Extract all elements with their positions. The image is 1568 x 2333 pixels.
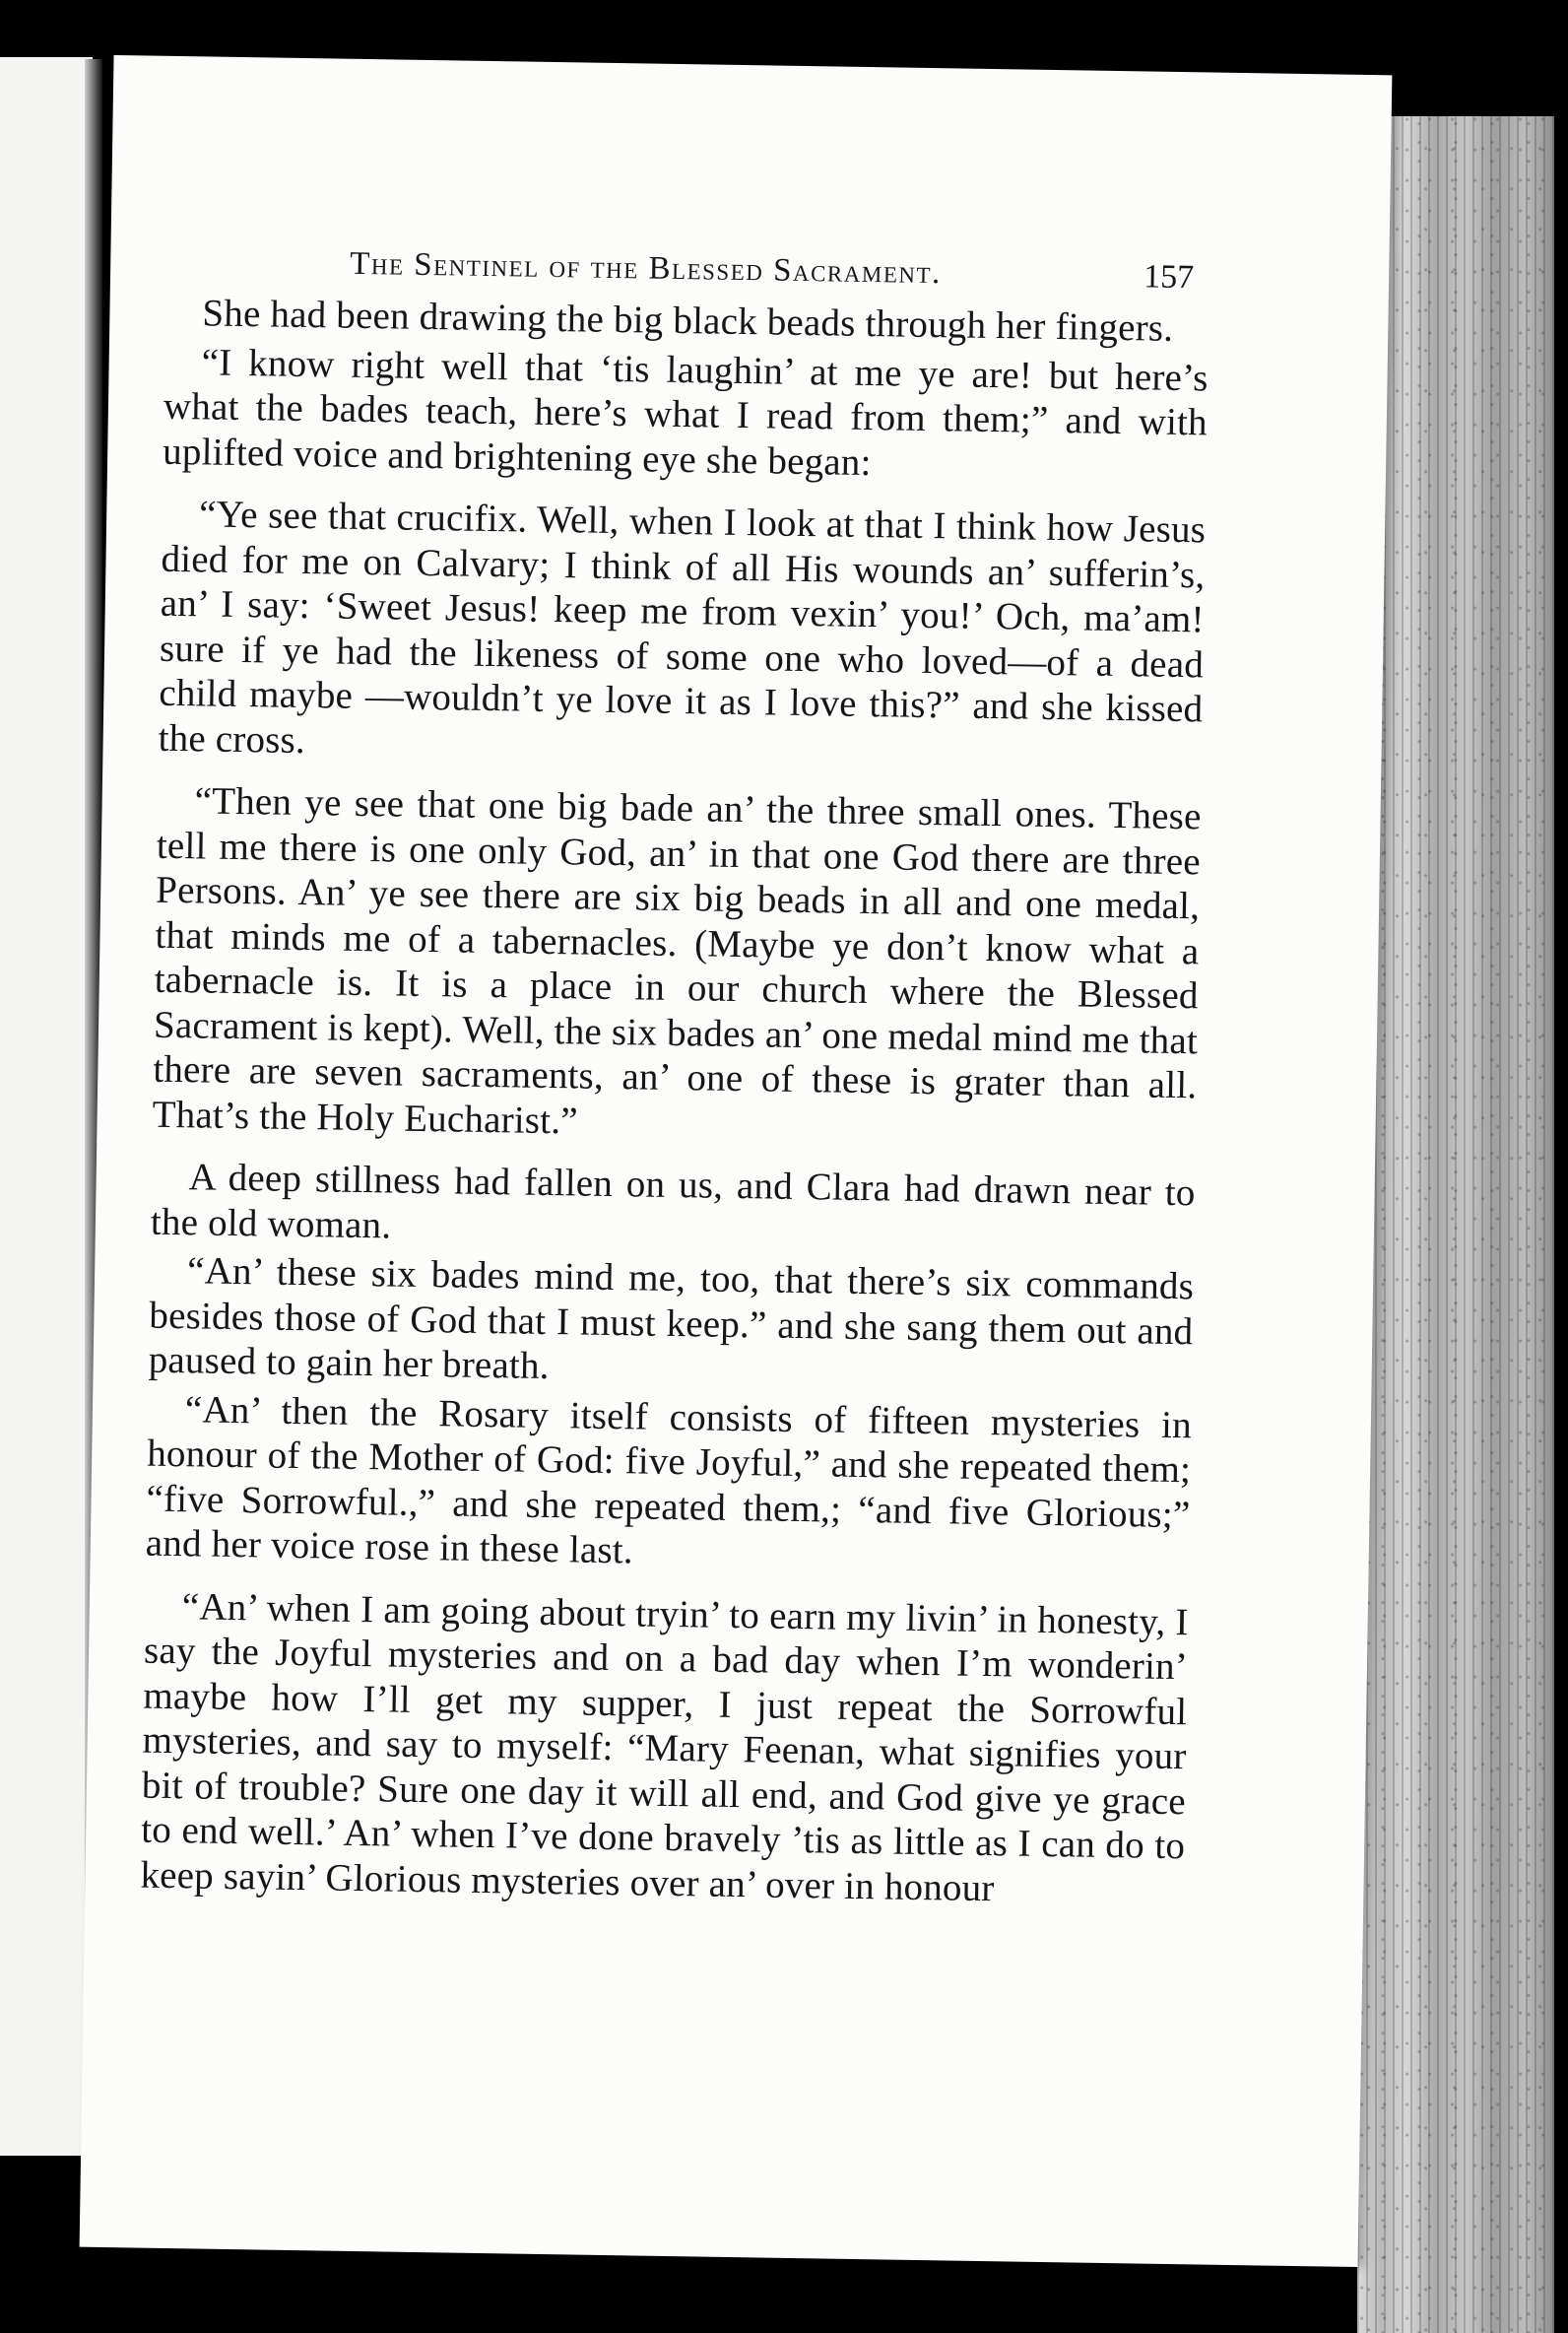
paragraph: “Ye see that crucifix. Well, when I look at that I think how Jesus died for me on Calvary; I think of all His wounds an’ sufferin’s, an’ I say: ‘Sweet Jesus! keep me from vexin’ you!’ Och, ma’am! sure if ye had the likeness of some one who loved—of a dead child maybe —wouldn’t ye love it as I love this?” and she kissed the cross. <box>158 493 1207 762</box>
paragraph: “An’ then the Rosary itself consists of fifteen mysteries in honour of the Mother of God: five Joyful,” and she repeated them; “five Sorrowful.,” and she repeated them,; “and five Glorious;” and her voice rose in these last. <box>145 1387 1193 1572</box>
paragraph: “An’ when I am going about tryin’ to earn my livin’ in honesty, I say the Joyful mysteries and on a bad day when I’m wonderin’ maybe how I’ll get my supper, I just repeat the Sorrowful mysteries, and say to myself: “Mary Feenan, what signifies your bit of trouble? Sure one day it will all end, and God give ye grace to end well.’ An’ when I’ve done bravely ’tis as little as I can do to keep sayin’ Glorious mysteries over an’ over in honour <box>140 1584 1190 1909</box>
paragraph: She had been drawing the big black beads through her fingers. <box>202 292 1174 350</box>
paragraph: A deep stillness had fallen on us, and Clara had drawn near to the old woman. <box>150 1156 1196 1247</box>
facing-page <box>0 57 93 2156</box>
page-body <box>140 245 1209 1931</box>
book-page <box>80 55 1393 2267</box>
running-head <box>165 239 1210 300</box>
page-number: 157 <box>1143 258 1195 297</box>
paragraph: “Then ye see that one big bade an’ the three small ones. These tell me there is one only God, an’ in that one God there are three Persons. An’ ye see there are six big beads in all and one medal, that minds me of a tabernacles. (Maybe ye don’t know what a tabernacle is. It is a place in our church where the Blessed Sacrament is kept). Well, the six bades an’ one medal mind me that there are seven sacraments, an’ one of these is grater than all. That’s the Holy Eucharist.” <box>152 779 1202 1142</box>
paragraph: “An’ these six bades mind me, too, that there’s six commands besides those of God that I must keep.” and she sang them out and paused to gain her breath. <box>148 1249 1195 1388</box>
running-title: The Sentinel of the Blessed Sacrament. <box>349 245 943 292</box>
page-edges <box>1357 116 1554 2333</box>
paragraph: “I know right well that ‘tis laughin’ at me ye are! but here’s what the bades teach, here’s what I read from them;” and with uplifted voice and brightening eye she began: <box>162 340 1209 484</box>
